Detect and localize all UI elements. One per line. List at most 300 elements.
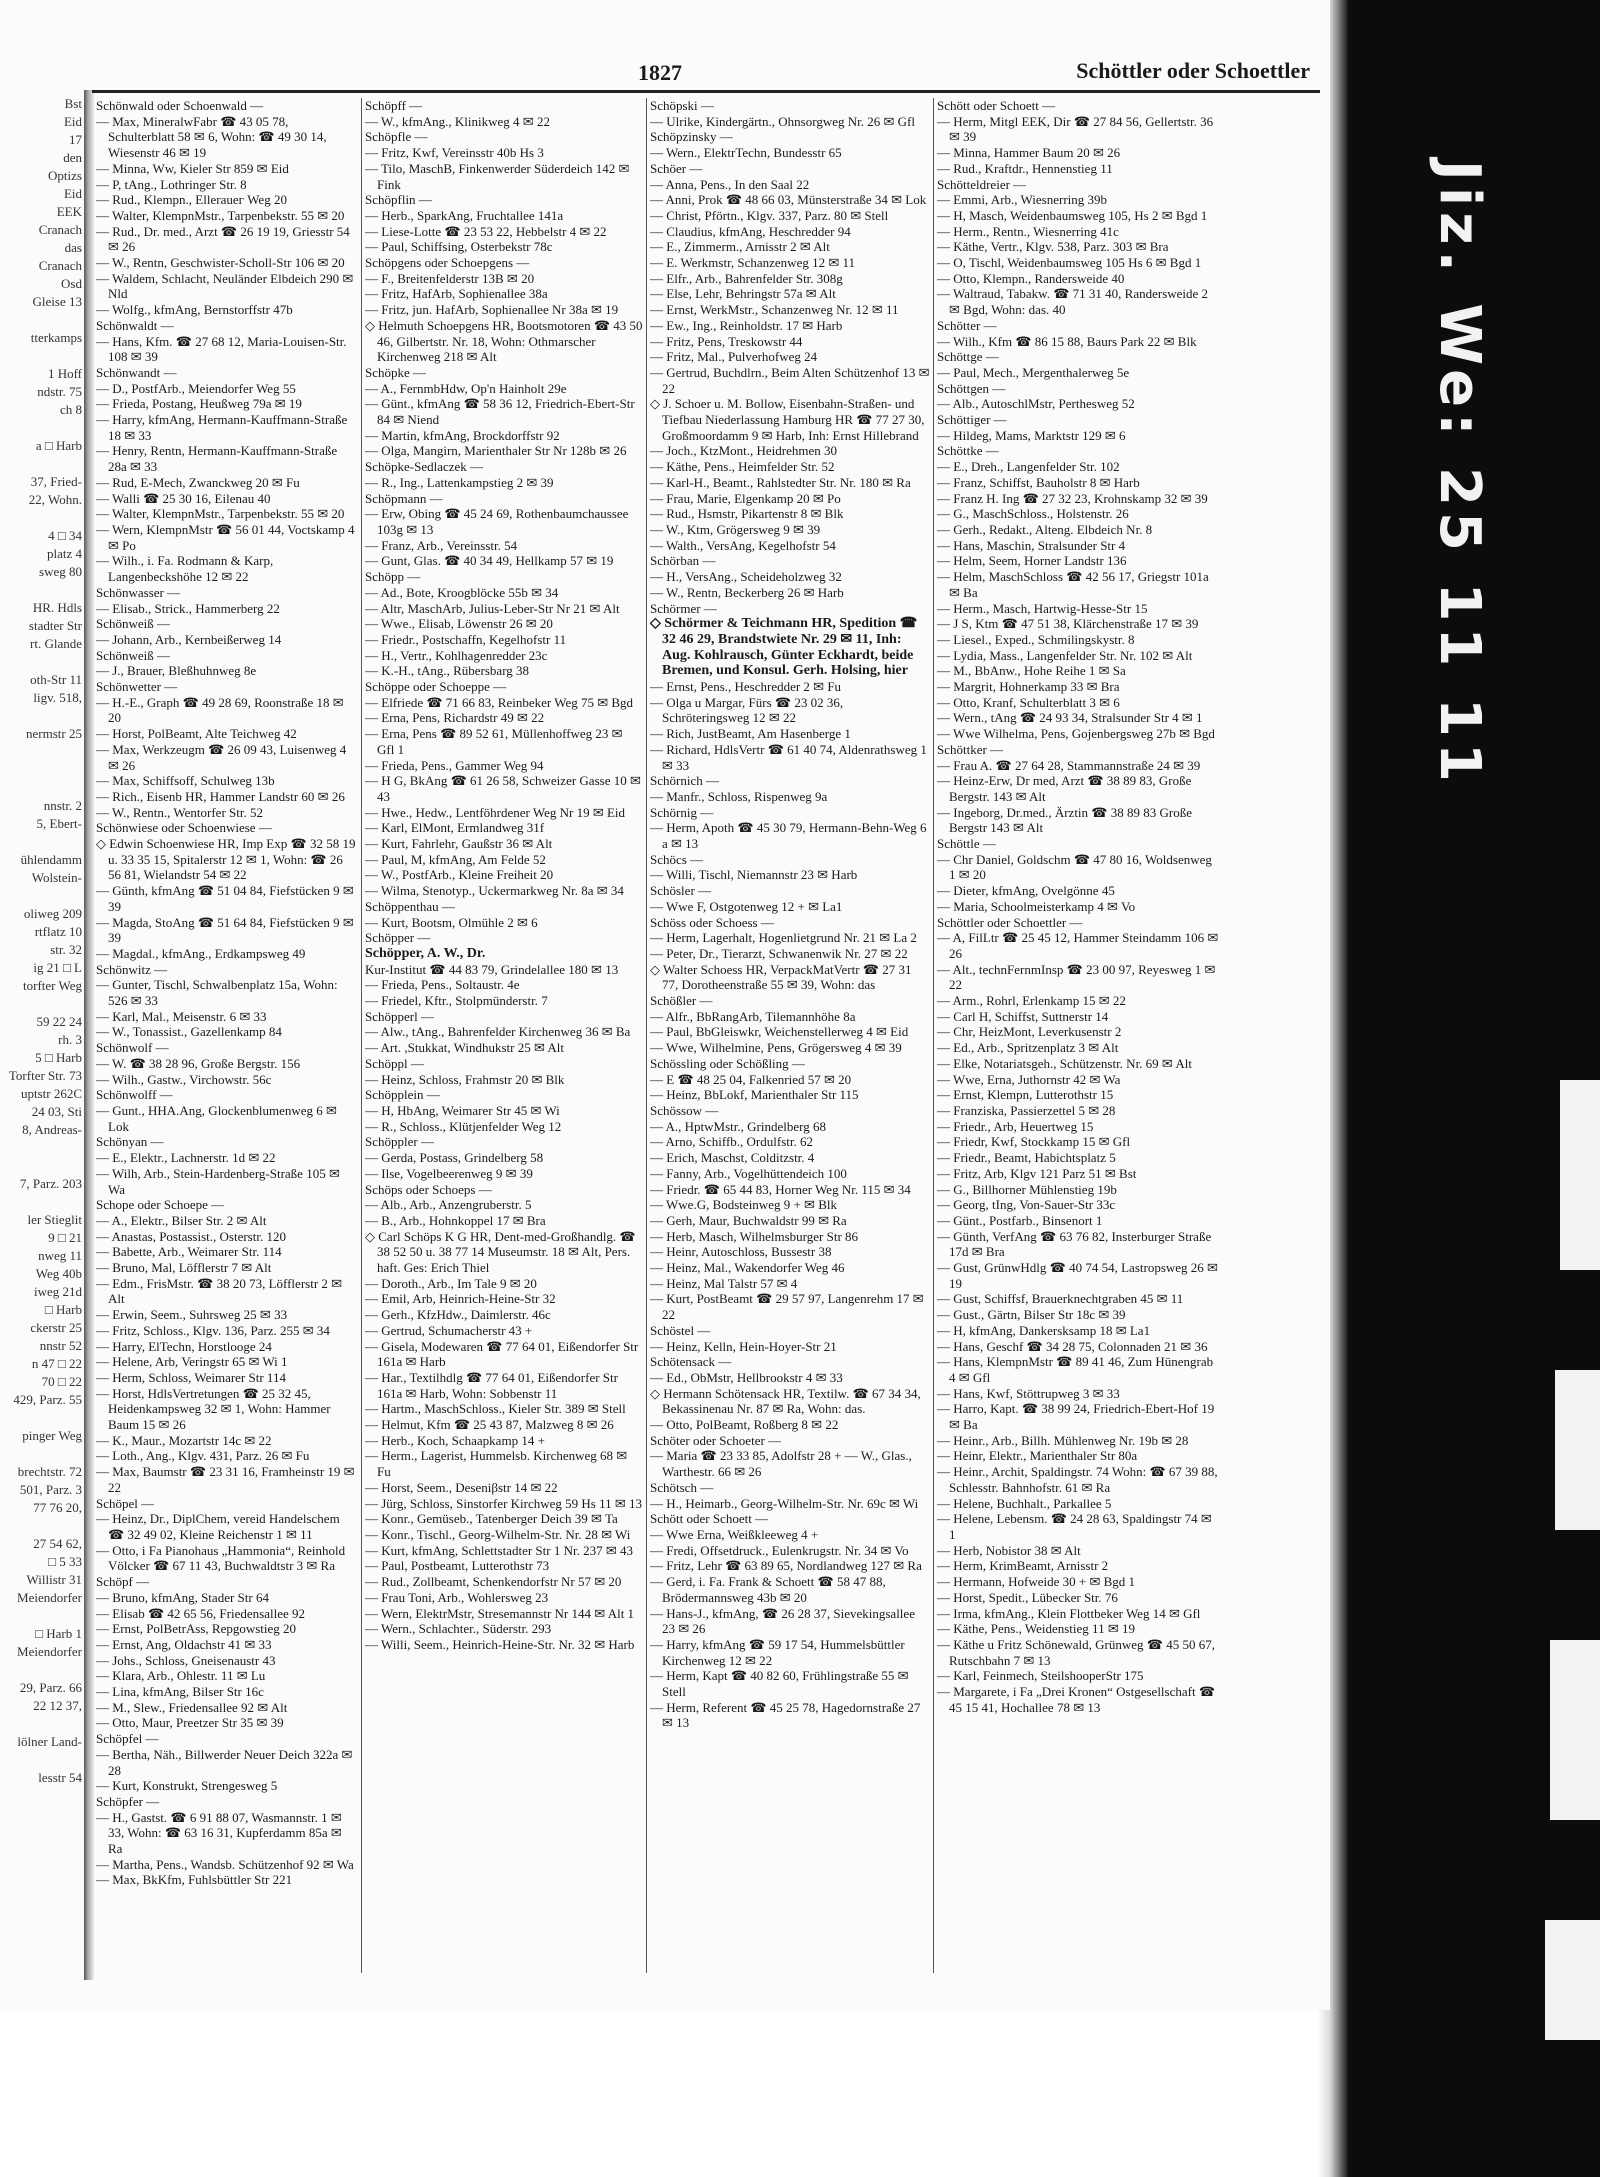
bleed-line: rtflatz 10 <box>34 924 82 939</box>
surname-heading: Schösler — <box>650 883 712 899</box>
directory-entry: ◇ Carl Schöps K G HR, Dent-med-Großhandlg. ☎ 38 52 50 u. 38 77 14 Museumstr. 18 ✉ Alt, Pers. haft. Ges: Erich Thiel <box>365 1228 636 1276</box>
directory-entry: — Lina, kfmAng, Bilser Str 16c <box>96 1684 264 1700</box>
previous-page-bleed <box>0 95 86 1975</box>
bleed-line: stadter Str <box>28 618 82 633</box>
surname-heading: Schöttge — <box>937 349 999 365</box>
directory-entry: — W., Rentn, Geschwister-Scholl-Str 106 ✉ 20 <box>96 255 345 271</box>
directory-entry: — Emil, Arb, Heinrich-Heine-Str 32 <box>365 1291 556 1307</box>
directory-entry: — Herm., Rentn., Wiesnerring 41c <box>937 223 1119 239</box>
directory-entry: — Otto, Maur, Preetzer Str 35 ✉ 39 <box>96 1715 284 1731</box>
bleed-line: 70 □ 22 <box>41 1374 82 1389</box>
directory-entry: ◇ Helmuth Schoepgens HR, Bootsmotoren ☎ 43 50 46, Gilbertstr. Nr. 18, Wohn: Othmarscher Kirchenweg 218 ✉ Alt <box>365 317 643 365</box>
directory-entry: — H., Gastst. ☎ 6 91 88 07, Wasmannstr. 1 ✉ 33, Wohn: ☎ 63 16 31, Kupferdamm 85a ✉ Ra <box>96 1809 342 1857</box>
running-head: Schöttler oder Schoettler <box>1076 58 1310 83</box>
directory-entry: — E ☎ 48 25 04, Falkenried 57 ✉ 20 <box>650 1071 852 1087</box>
directory-entry: — Anastas, Postassist., Osterstr. 120 <box>96 1228 286 1244</box>
directory-entry: — Günth, kfmAng ☎ 51 04 84, Fiefstücken 9 ✉ 39 <box>96 883 354 914</box>
surname-heading: Schönweiß — <box>96 647 171 663</box>
bleed-line <box>0 1409 86 1427</box>
bleed-line: lesstr 54 <box>38 1770 82 1785</box>
directory-entry: — Wern, KlempnMstr ☎ 56 01 44, Voctskamp 4 ✉ Po <box>96 521 355 553</box>
directory-entry: — Ew., Ing., Reinholdstr. 17 ✉ Harb <box>650 317 843 333</box>
surname-heading: Schönwiese oder Schoenwiese — <box>96 820 272 836</box>
directory-entry: — Horst, Seem., Deseniβstr 14 ✉ 22 <box>365 1479 558 1495</box>
surname-heading: Schöpke — <box>365 364 427 380</box>
directory-entry: — Claudius, kfmAng, Heschredder 94 <box>650 223 851 239</box>
bleed-line: Meiendorfer <box>17 1590 82 1605</box>
bleed-line <box>0 761 86 779</box>
directory-entry: — J S, Ktm ☎ 47 51 38, Klärchenstraße 17 ✉ 39 <box>937 616 1199 632</box>
bleed-line <box>0 887 86 905</box>
directory-entry: — Rud., Klempn., Elleraueг Weg 20 <box>96 192 287 208</box>
surname-heading: Schöttker — <box>937 741 1004 757</box>
bleed-line: brechtstr. 72 <box>17 1464 82 1479</box>
directory-entry: — Friedel, Kftr., Stolpmünderstr. 7 <box>365 993 548 1009</box>
directory-entry: — Altr, MaschArb, Julius-Leber-Str Nr 21 ✉ Alt <box>365 600 620 616</box>
directory-entry: — Gust, Schiffsf, Brauerknechtgraben 45 ✉ 11 <box>937 1291 1184 1307</box>
directory-entry: — Else, Lehr, Behringstr 57a ✉ Alt <box>650 286 836 302</box>
surname-heading: Schössow — <box>650 1103 719 1118</box>
directory-entry: — Fritz, Schloss., Klgv. 136, Parz. 255 ✉ 34 <box>96 1322 330 1338</box>
directory-entry: — Herb., Koch, Schaapkamp 14 + <box>365 1432 545 1448</box>
directory-entry: — W., Rentn., Wentorfer Str. 52 <box>96 804 263 820</box>
directory-entry: — Manfr., Schloss, Rispenweg 9a <box>650 788 828 804</box>
bleed-line: n 47 □ 22 <box>31 1356 82 1371</box>
directory-entry: — B., Arb., Hohnkoppel 17 ✉ Bra <box>365 1212 546 1228</box>
surname-heading: Schöps oder Schoeps — <box>365 1181 492 1197</box>
directory-entry: — Rud., Zollbeamt, Schenkendorfstr Nr 57 ✉ 20 <box>365 1574 622 1590</box>
directory-entry: — Helene, Lebensm. ☎ 24 28 63, Spaldingstr 74 ✉ 1 <box>937 1511 1212 1542</box>
surname-heading: Schötteldreier — <box>937 176 1027 192</box>
directory-entry: — Frau A. ☎ 27 64 28, Stammannstraße 24 ✉ 39 <box>937 757 1201 773</box>
directory-entry: — Heinz, Dr., DiplChem, vereid Handelschem ☎ 32 49 02, Kleine Reichenstr 1 ✉ 11 <box>96 1511 340 1542</box>
directory-entry: — Rich, JustBeamt, Am Hasenberge 1 <box>650 726 851 742</box>
directory-entry: — E., Dreh., Langenfelder Str. 102 <box>937 459 1120 475</box>
directory-entry: — Magda, StoAng ☎ 51 64 84, Fiefstücken 9 ✉ 39 <box>96 914 354 946</box>
directory-entry: — Franz H. Ing ☎ 27 32 23, Krohnskamp 32 ✉ 39 <box>937 490 1208 506</box>
page-number: 1827 <box>638 60 682 85</box>
surname-heading: Schörnich — <box>650 773 719 789</box>
bleed-line: 27 54 62, <box>33 1536 82 1551</box>
directory-entry: — Bertha, Näh., Billwerder Neuer Deich 322a ✉ 28 <box>96 1746 353 1778</box>
directory-entry: — Erich, Maschst, Colditzstr. 4 <box>650 1150 815 1166</box>
directory-entry: — Henry, Rentn, Hermann-Kauffmann-Straße 28a ✉ 33 <box>96 443 338 475</box>
directory-entry: — Frieda, Pens., Gammer Weg 94 <box>365 757 544 773</box>
header-rule <box>92 90 1320 93</box>
bleed-line: 5 □ Harb <box>35 1050 82 1065</box>
bleed-line: Eid <box>63 114 82 129</box>
surname-heading: Schöpplein — <box>365 1087 440 1103</box>
directory-entry: — W., Ktm, Grögersweg 9 ✉ 39 <box>650 521 821 537</box>
directory-entry: — Gust., Gärtn, Bilser Str 18c ✉ 39 <box>937 1307 1126 1323</box>
bleed-line <box>0 1715 86 1733</box>
directory-entry: — Ernst, Pens., Heschredder 2 ✉ Fu <box>650 679 842 695</box>
directory-entry: — Helene, Arb, Veringstr 65 ✉ Wi 1 <box>96 1354 288 1370</box>
directory-entry: — Waltraud, Tabakw. ☎ 71 31 40, Randersweide 2 ✉ Bgd, Wohn: das. 40 <box>937 286 1209 318</box>
directory-entry: — Carl H, Schiffst, Suttnerstr 14 <box>937 1008 1109 1024</box>
directory-entry: — Hans, Kfm. ☎ 27 68 12, Maria-Louisen-Str. 108 ✉ 39 <box>96 333 347 365</box>
bleed-line: Weg 40b <box>35 1266 82 1281</box>
directory-entry: — Max, MineralwFabr ☎ 43 05 78, Schulterblatt 58 ✉ 6, Wohn: ☎ 49 30 14, Wiesenstr 46 ✉ 19 <box>96 113 327 161</box>
bleed-line: nweg 11 <box>38 1248 82 1263</box>
directory-entry: — H, HbAng, Weimarer Str 45 ✉ Wi <box>365 1103 560 1118</box>
directory-entry: — Joch., KtzMont., Heidrehmen 30 <box>650 443 838 459</box>
surname-heading: Schönwasser — <box>96 584 181 600</box>
directory-entry: — Minna, Ww, Kieler Str 859 ✉ Eid <box>96 160 289 176</box>
directory-entry: — Gertrud, Buchdlrn., Beim Alten Schützenhof 13 ✉ 22 <box>650 364 930 396</box>
column-1 <box>96 98 358 1978</box>
bleed-line: ig 21 □ L <box>33 960 82 975</box>
directory-entry: — Kurt, PostBeamt ☎ 29 57 97, Langenrehm 17 ✉ 22 <box>650 1291 924 1323</box>
directory-entry: — Gunter, Tischl, Schwalbenplatz 15a, Wohn: 526 ✉ 33 <box>96 977 338 1009</box>
directory-entry: — Hans, Kwf, Stöttrupweg 3 ✉ 33 <box>937 1385 1120 1401</box>
directory-entry: — Erw, Obing ☎ 45 24 69, Rothenbaumchaussee 103g ✉ 13 <box>365 506 629 537</box>
bleed-line: Willistr 31 <box>26 1572 82 1587</box>
directory-entry: — Fritz, HafArb, Sophienallee 38a <box>365 286 548 302</box>
directory-entry: — Helm, Seem, Horner Landstr 136 <box>937 553 1127 569</box>
binding-gutter <box>84 90 94 1980</box>
directory-entry: — Fritz, Kwf, Vereinsstr 40b Hs 3 <box>365 145 544 161</box>
column-divider <box>933 98 934 1973</box>
directory-entry: — Gerda, Postass, Grindelberg 58 <box>365 1150 544 1166</box>
directory-entry: — Franz, Schiffst, Bauholstr 8 ✉ Harb <box>937 474 1140 490</box>
bleed-line: Eid <box>63 186 82 201</box>
directory-entry: — Anni, Prok ☎ 48 66 03, Münsterstraße 34 ✉ Lok <box>650 192 927 208</box>
directory-entry: ◇ Edwin Schoenwiese HR, Imp Exp ☎ 32 58 19 u. 33 35 15, Spitalerstr 12 ✉ 1, Wohn: ☎ 26 56 81, Wielandstr 54 ✉ 22 <box>96 836 356 883</box>
directory-entry: — Rud., Kraftdr., Hennenstieg 11 <box>937 160 1113 176</box>
surname-heading: Schöttle — <box>937 836 996 852</box>
surname-heading: Schöpper — <box>365 930 431 946</box>
column-divider <box>646 98 647 1973</box>
directory-entry: — Lydia, Mass., Langenfelder Str. Nr. 102 ✉ Alt <box>937 647 1193 663</box>
surname-heading: Schöttiger — <box>937 412 1007 428</box>
directory-entry: — A., FernmbHdw, Op'n Hainholt 29e <box>365 380 567 396</box>
directory-entry: — Ernst, PolBetrAss, Repgowstieg 20 <box>96 1621 297 1637</box>
directory-entry: — G., MaschSchloss., Holstenstr. 26 <box>937 506 1129 522</box>
surname-heading: Schörnig — <box>650 804 714 820</box>
directory-entry: — Wilh., i. Fa. Rodmann & Karp, Langenbeckshöhe 12 ✉ 22 <box>96 553 274 585</box>
directory-entry: — Wwe., Elisab, Löwenstr 26 ✉ 20 <box>365 616 553 632</box>
bleed-line: rt. Glande <box>30 636 82 651</box>
bleed-line: das <box>64 240 82 255</box>
directory-entry: — Tilo, MaschB, Finkenwerder Süderdeich 142 ✉ Fink <box>365 160 630 192</box>
directory-entry: — Karl-H., Beamt., Rahlstedter Str. Nr. 180 ✉ Ra <box>650 474 911 490</box>
directory-entry: — Klara, Arb., Ohlestr. 11 ✉ Lu <box>96 1668 266 1684</box>
bleed-line: Bst <box>64 96 82 111</box>
surname-heading: Schöpfle — <box>365 129 428 145</box>
bleed-line: 8, Andreas- <box>22 1122 82 1137</box>
directory-entry: — Kurt, Bootsm, Olmühle 2 ✉ 6 <box>365 914 538 930</box>
directory-entry: — Otto, Klempn., Randersweide 40 <box>937 270 1125 286</box>
directory-entry: — Ad., Bote, Kroogblöcke 55b ✉ 34 <box>365 584 559 600</box>
directory-entry: — Käthe, Pens., Heimfelder Str. 52 <box>650 459 835 475</box>
bleed-line: □ Harb <box>44 1302 82 1317</box>
directory-entry: — A., Elektr., Bilser Str. 2 ✉ Alt <box>96 1212 267 1228</box>
directory-entry: — J., Brauer, Bleßhuhnweg 8e <box>96 663 257 679</box>
directory-entry: — Anna, Pens., In den Saal 22 <box>650 176 810 192</box>
directory-entry: — Heinz, Mal., Wakendorfer Weg 46 <box>650 1260 845 1276</box>
directory-entry: — Georg, tIng, Von-Sauer-Str 33c <box>937 1197 1116 1213</box>
surname-heading: Schöpmann — <box>365 490 443 506</box>
bleed-line: Meiendorfer <box>17 1644 82 1659</box>
directory-entry: — Alw., tAng., Bahrenfelder Kirchenweg 36 ✉ Ba <box>365 1024 631 1040</box>
directory-entry: — Bruno, Mal, Löfflerstr 7 ✉ Alt <box>96 1260 272 1276</box>
directory-entry: — Wern., Schlachter., Süderstr. 293 <box>365 1621 552 1637</box>
column-divider <box>361 98 362 1973</box>
directory-entry: — Paul, M, kfmAng, Am Felde 52 <box>365 851 546 867</box>
directory-entry: — Wwe.G, Bodsteinweg 9 + ✉ Blk <box>650 1197 837 1213</box>
directory-entry: — Willi, Tischl, Niemannstr 23 ✉ Harb <box>650 867 858 883</box>
directory-entry: — Herm, Lagerhalt, Hogenlietgrund Nr. 21 ✉ La 2 <box>650 930 917 946</box>
directory-entry: — Doroth., Arb., Im Tale 9 ✉ 20 <box>365 1275 537 1291</box>
directory-entry: — H G, BkAng ☎ 61 26 58, Schweizer Gasse 10 ✉ 43 <box>365 773 641 804</box>
directory-entry: — Hartm., MaschSchloss., Kieler Str. 389 ✉ Stell <box>365 1401 626 1417</box>
surname-heading: Schöpp — <box>365 569 421 585</box>
bleed-line: 501, Parz. 3 <box>19 1482 82 1497</box>
directory-entry: — Günt., kfmAng ☎ 58 36 12, Friedrich-Ebert-Str 84 ✉ Niend <box>365 396 635 428</box>
directory-entry: — Friedr., Arb, Heuertweg 15 <box>937 1118 1094 1134</box>
surname-heading: Schött oder Schoett — <box>937 98 1056 113</box>
directory-entry: — Willi, Seem., Heinrich-Heine-Str. Nr. 32 ✉ Harb <box>365 1636 635 1652</box>
surname-heading: Schörmer — <box>650 600 717 616</box>
directory-entry: — Ilse, Vogelbeerenweg 9 ✉ 39 <box>365 1165 533 1181</box>
directory-entry: — Liese-Lotte ☎ 23 53 22, Hebbelstr 4 ✉ 22 <box>365 223 607 239</box>
directory-entry: — Wern., tAng ☎ 24 93 34, Stralsunder Str 4 ✉ 1 <box>937 710 1203 726</box>
directory-entry: — Wwe, Erna, Juthornstr 42 ✉ Wa <box>937 1071 1121 1087</box>
directory-entry: — Max, Baumstr ☎ 23 31 16, Framheinstr 19 ✉ 22 <box>96 1464 355 1495</box>
bleed-line: □ Harb 1 <box>35 1626 82 1641</box>
surname-heading: Schöttgen — <box>937 380 1006 396</box>
surname-heading: Schöpf — <box>96 1574 150 1590</box>
bleed-line: a □ Harb <box>35 438 82 453</box>
directory-entry: — Wwe F, Ostgotenweg 12 + ✉ La1 <box>650 898 843 914</box>
surname-heading: Schope oder Schoepe — <box>96 1197 225 1213</box>
directory-entry: — M., BbAnw., Hohe Reihe 1 ✉ Sa <box>937 663 1126 679</box>
directory-entry: — Minna, Hammer Baum 20 ✉ 26 <box>937 145 1121 161</box>
directory-entry: — Heinr., Archit, Spaldingstr. 74 Wohn: ☎ 67 39 88, Schlesstr. Bahnhofstr. 61 ✉ Ra <box>937 1464 1218 1495</box>
directory-entry: — Rud, E-Mech, Zwanckweg 20 ✉ Fu <box>96 474 300 490</box>
directory-entry: — Olga, Mangirn, Marienthaler Str Nr 128b ✉ 26 <box>365 443 627 459</box>
bleed-line <box>0 581 86 599</box>
directory-entry: — Otto, i Fa Pianohaus „Hammonia“, Reinhold Völcker ☎ 67 11 43, Buchwaldtstr 3 ✉ Ra <box>96 1542 346 1574</box>
directory-entry: — Walter, KlempnMstr., Tarpenbekstr. 55 ✉ 20 <box>96 506 345 522</box>
surname-heading: Schöcs — <box>650 851 704 867</box>
directory-entry: — F., Breitenfelderstr 13B ✉ 20 <box>365 270 535 286</box>
directory-entry: — Arm., Rohrl, Erlenkamp 15 ✉ 22 <box>937 993 1126 1009</box>
bleed-line: den <box>63 150 82 165</box>
surname-heading: Schöppenthau — <box>365 898 455 914</box>
bleed-line <box>0 779 86 797</box>
bleed-line <box>0 1517 86 1535</box>
directory-entry: — Alfr., BbRangArb, Tilemannhöhe 8a <box>650 1008 856 1024</box>
directory-entry: — Waldem, Schlacht, Neuländer Elbdeich 290 ✉ Nld <box>96 270 354 302</box>
bleed-line <box>0 833 86 851</box>
directory-entry: — Magdal., kfmAng., Erdkampsweg 49 <box>96 945 306 961</box>
surname-heading: Schött oder Schoett — <box>650 1511 769 1527</box>
surname-heading: Schöter oder Schoeter — <box>650 1432 782 1448</box>
directory-entry: — Käthe u Fritz Schönewald, Grünweg ☎ 45 50 67, Rutschbahn 7 ✉ 13 <box>937 1636 1215 1668</box>
directory-entry: — Walter, KlempnMstr., Tarpenbekstr. 55 ✉ 20 <box>96 207 345 223</box>
surname-heading: Schöpff — <box>365 98 423 113</box>
directory-entry: — Fanny, Arb., Vogelhüttendeich 100 <box>650 1165 847 1181</box>
bleed-line: 17 <box>69 132 82 147</box>
bleed-line: 29, Parz. 66 <box>19 1680 82 1695</box>
directory-entry: — Heinr, Autoschloss, Bussestr 38 <box>650 1244 832 1260</box>
bleed-line <box>0 509 86 527</box>
directory-entry: Schöpper, A. W., Dr. <box>365 945 486 961</box>
column-2 <box>365 98 643 1978</box>
directory-entry: — Erwin, Seem., Suhrsweg 25 ✉ 33 <box>96 1307 288 1323</box>
directory-entry: ◇ Hermann Schötensack HR, Textilw. ☎ 67 34 34, Bekassinenau Nr. 87 ✉ Ra, Wohn: das. <box>650 1385 921 1417</box>
surname-heading: Schöpfel — <box>96 1731 159 1747</box>
directory-entry: — Fritz, Pens, Treskowstr 44 <box>650 333 803 349</box>
bleed-line: nnstr 52 <box>39 1338 82 1353</box>
directory-entry: — Wern, ElektrMstr, Stresemannstr Nr 144 ✉ Alt 1 <box>365 1605 635 1621</box>
directory-entry: — Gerh., KfzHdw., Daimlerstr. 46c <box>365 1307 551 1323</box>
directory-entry: — W. ☎ 38 28 96, Große Bergstr. 156 <box>96 1055 301 1071</box>
bleed-line: ndstr. 75 <box>37 384 82 399</box>
bleed-line: sweg 80 <box>39 564 82 579</box>
bleed-line: 5, Ebert- <box>36 816 82 831</box>
directory-entry: — Frieda, Postang, Heußweg 79a ✉ 19 <box>96 396 302 412</box>
bleed-line: uptstr 262C <box>20 1086 82 1101</box>
directory-entry: — Friedr., Beamt, Habichtsplatz 5 <box>937 1150 1116 1166</box>
bleed-line <box>0 347 86 365</box>
directory-entry: — R., Schloss., Klütjenfelder Weg 12 <box>365 1118 562 1134</box>
directory-entry: — H., Heimarb., Georg-Wilhelm-Str. Nr. 69c ✉ Wi <box>650 1495 919 1511</box>
directory-entry: — Martha, Pens., Wandsb. Schützenhof 92 ✉ Wa <box>96 1856 354 1872</box>
directory-entry: ◇ J. Schoer u. M. Bollow, Eisenbahn-Straßen- und Tiefbau Niederlassung Hamburg HR ☎ 77 27 30, Großmoordamm 9 ✉ Harb, Inh: Ernst Hillebrand <box>650 396 925 443</box>
bleed-line <box>0 455 86 473</box>
directory-entry: — Herm, Mitgl EEK, Dir ☎ 27 84 56, Gellertstr. 36 ✉ 39 <box>937 113 1214 145</box>
bleed-line <box>0 1607 86 1625</box>
directory-entry: — W., kfmAng., Klinikweg 4 ✉ 22 <box>365 113 550 129</box>
directory-entry: — Rich., Eisenb HR, Hammer Landstr 60 ✉ 26 <box>96 788 345 804</box>
directory-entry: — Otto, PolBeamt, Roßberg 8 ✉ 22 <box>650 1417 839 1433</box>
directory-entry: — Wwe Erna, Weißkleeweg 4 + <box>650 1526 819 1542</box>
bleed-line: Optizs <box>48 168 82 183</box>
surname-heading: Schönwitz — <box>96 961 168 977</box>
directory-entry: — Elisab ☎ 42 65 56, Friedensallee 92 <box>96 1605 305 1621</box>
bleed-line: 9 □ 21 <box>48 1230 82 1245</box>
directory-entry: — Käthe, Vertr., Klgv. 538, Parz. 303 ✉ Bra <box>937 239 1169 255</box>
directory-entry: — Paul, Mech., Mergenthalerweg 5e <box>937 364 1130 380</box>
directory-entry: — Walth., VersAng, Kegelhofstr 54 <box>650 537 836 553</box>
bleed-line: nermstr 25 <box>26 726 82 741</box>
directory-entry: — Karl, ElMont, Ermlandweg 31f <box>365 820 545 836</box>
directory-entry: — Paul, Postbeamt, Lutterothstr 73 <box>365 1558 550 1574</box>
directory-entry: ◇ Walter Schoess HR, VerpackMatVertr ☎ 27 31 77, Dorotheenstraße 55 ✉ 39, Wohn: das <box>650 961 912 993</box>
directory-entry: — Harro, Kapt. ☎ 38 99 24, Friedrich-Ebert-Hof 19 ✉ Ba <box>937 1401 1215 1433</box>
directory-entry: — Herm, Referent ☎ 45 25 78, Hagedornstraße 27 ✉ 13 <box>650 1699 921 1731</box>
surname-heading: Schönweiß — <box>96 616 171 632</box>
surname-heading: Schötter — <box>937 317 997 333</box>
directory-entry: — Alt., technFernmInsp ☎ 23 00 97, Reyesweg 1 ✉ 22 <box>937 961 1216 993</box>
directory-entry: — Hans, KlempnMstr ☎ 89 41 46, Zum Hünengrab 4 ✉ Gfl <box>937 1354 1214 1385</box>
directory-entry: — Margarete, i Fa „Drei Kronen“ Ostgesellschaft ☎ 45 15 41, Hochallee 78 ✉ 13 <box>937 1684 1216 1715</box>
bleed-line <box>0 1751 86 1769</box>
directory-entry: — Elfriede ☎ 71 66 83, Reinbeker Weg 75 ✉ Bgd <box>365 694 634 710</box>
directory-entry: — H., VersAng., Scheideholzweg 32 <box>650 569 842 585</box>
directory-entry: — Irma, kfmAng., Klein Flottbeker Weg 14 ✉ Gfl <box>937 1605 1201 1621</box>
directory-entry: — Ernst, WerkMstr., Schanzenweg Nr. 12 ✉ 11 <box>650 302 899 318</box>
directory-entry: — Elisab., Strick., Hammerberg 22 <box>96 600 280 616</box>
directory-entry: — Frieda, Pens., Soltaustr. 4e <box>365 977 520 993</box>
directory-entry: — Helmut, Kfm ☎ 25 43 87, Malzweg 8 ✉ 26 <box>365 1417 614 1433</box>
directory-entry: — Hans, Geschf ☎ 34 28 75, Colonnaden 21 ✉ 36 <box>937 1338 1208 1354</box>
directory-entry: — Wolfg., kfmAng, Bernstorffstr 47b <box>96 302 293 318</box>
bleed-line: iweg 21d <box>33 1284 82 1299</box>
directory-entry: — Herm, Kapt ☎ 40 82 60, Frühlingstraße 55 ✉ Stell <box>650 1668 909 1700</box>
directory-entry: — Gerh, Maur, Buchwaldstr 99 ✉ Ra <box>650 1212 847 1228</box>
directory-entry: — Martin, kfmAng, Brockdorffstr 92 <box>365 427 560 443</box>
surname-heading: Schöpperl — <box>365 1008 434 1024</box>
directory-entry: — Heinr., Arb., Billh. Mühlenweg Nr. 19b ✉ 28 <box>937 1432 1189 1448</box>
directory-entry: — Max, Schiffsoff, Schulweg 13b <box>96 773 275 789</box>
directory-entry: — Wern., ElektrTechn, Bundesstr 65 <box>650 145 842 161</box>
directory-entry: — Wilh, Arb., Stein-Hardenberg-Straße 105 ✉ Wa <box>96 1165 340 1197</box>
surname-heading: Schöttler oder Schoettler — <box>937 914 1083 930</box>
directory-entry: — Har., Textilhdlg ☎ 77 64 01, Eißendorfer Str 161a ✉ Harb, Wohn: Sobbenstr 11 <box>365 1369 618 1401</box>
column-4 <box>937 98 1219 1978</box>
directory-entry: — A., HptwMstr., Grindelberg 68 <box>650 1118 826 1134</box>
surname-heading: Schönwolff — <box>96 1087 173 1103</box>
bleed-line: ch 8 <box>59 402 82 417</box>
bleed-line: Gleise 13 <box>32 294 82 309</box>
directory-entry: — Rud., Hsmstr, Pikartenstr 8 ✉ Blk <box>650 506 844 522</box>
bleed-line <box>0 707 86 725</box>
directory-entry: — Walli ☎ 25 30 16, Eilenau 40 <box>96 490 271 506</box>
directory-entry: — Heinz, Schloss, Frahmstr 20 ✉ Blk <box>365 1071 565 1087</box>
column-3 <box>650 98 930 1978</box>
bleed-line: pinger Weg <box>22 1428 82 1443</box>
directory-entry: — Chr Daniel, Goldschm ☎ 47 80 16, Woldsenweg 1 ✉ 20 <box>937 851 1212 883</box>
bleed-line: 4 □ 34 <box>48 528 82 543</box>
bleed-line: tterkamps <box>30 330 82 345</box>
bleed-line: ühlendamm <box>20 852 82 867</box>
directory-entry: — W., Rentn, Beckerberg 26 ✉ Harb <box>650 584 844 600</box>
directory-entry: — Gust, GrünwHdlg ☎ 40 74 54, Lastropsweg 26 ✉ 19 <box>937 1260 1218 1291</box>
surname-heading: Schöpflin — <box>365 192 432 208</box>
surname-heading: Schönwandt — <box>96 364 177 380</box>
directory-entry: — Fritz, jun. HafArb, Sophienallee Nr 38a ✉ 19 <box>365 302 619 318</box>
directory-entry: — Hildeg, Mams, Marktstr 129 ✉ 6 <box>937 427 1126 443</box>
directory-entry: — D., PostfArb., Meiendorfer Weg 55 <box>96 380 296 396</box>
directory-entry: — Paul, BbGleiswkr, Weichenstellerweg 4 ✉ Eid <box>650 1024 909 1040</box>
surname-heading: Schöss oder Schoess — <box>650 914 774 930</box>
directory-entry: — Karl, Feinmech, SteilshooperStr 175 <box>937 1668 1144 1684</box>
directory-entry: — Dieter, kfmAng, Ovelgönne 45 <box>937 883 1115 899</box>
directory-entry: — Ed., Arb., Spritzenplatz 3 ✉ Alt <box>937 1040 1119 1056</box>
directory-entry: — Herm., Lagerist, Hummelsb. Kirchenweg 68 ✉ Fu <box>365 1448 628 1480</box>
directory-entry: — Ulrike, Kindergärtn., Ohnsorgweg Nr. 26 ✉ Gfl <box>650 113 915 129</box>
directory-entry: — Max, BkKfm, Fuhlsbüttler Str 221 <box>96 1872 293 1888</box>
directory-entry: — Günth, VerfAng ☎ 63 76 82, Insterburger Straße 17d ✉ Bra <box>937 1228 1212 1260</box>
directory-entry: ◇ Schörmer & Teichmann HR, Spedition ☎ 32 46 29, Brandstwiete Nr. 29 ✉ 11, Inh: Aug. Kohlrausch, Günter Eckhardt, beide Bremen, und Konsul. Gerh. Holsing, hier <box>650 616 918 679</box>
directory-entry: — Max, Werkzeugm ☎ 26 09 43, Luisenweg 4 ✉ 26 <box>96 741 347 773</box>
directory-entry: — Gunt, Glas. ☎ 40 34 49, Hellkamp 57 ✉ 19 <box>365 553 614 569</box>
bleed-line: nnstr. 2 <box>43 798 82 813</box>
directory-entry: — Konr., Gemüseb., Tatenberger Deich 39 ✉ Ta <box>365 1511 618 1527</box>
directory-entry: — Christ, Pförtn., Klgv. 337, Parz. 80 ✉ Stell <box>650 207 889 223</box>
directory-entry: — Helene, Buchhalt., Parkallee 5 <box>937 1495 1112 1511</box>
directory-entry: — Helm, MaschSchloss ☎ 42 56 17, Griegstr 101a ✉ Ba <box>937 569 1209 600</box>
bleed-line: HR. Hdls <box>32 600 82 615</box>
directory-entry: — Erna, Pens ☎ 89 52 61, Müllenhoffweg 23 ✉ Gfl 1 <box>365 726 623 757</box>
directory-entry: — Heinz, Kelln, Hein-Hoyer-Str 21 <box>650 1338 837 1354</box>
bleed-line <box>0 1445 86 1463</box>
bleed-line: ckerstr 25 <box>30 1320 82 1335</box>
